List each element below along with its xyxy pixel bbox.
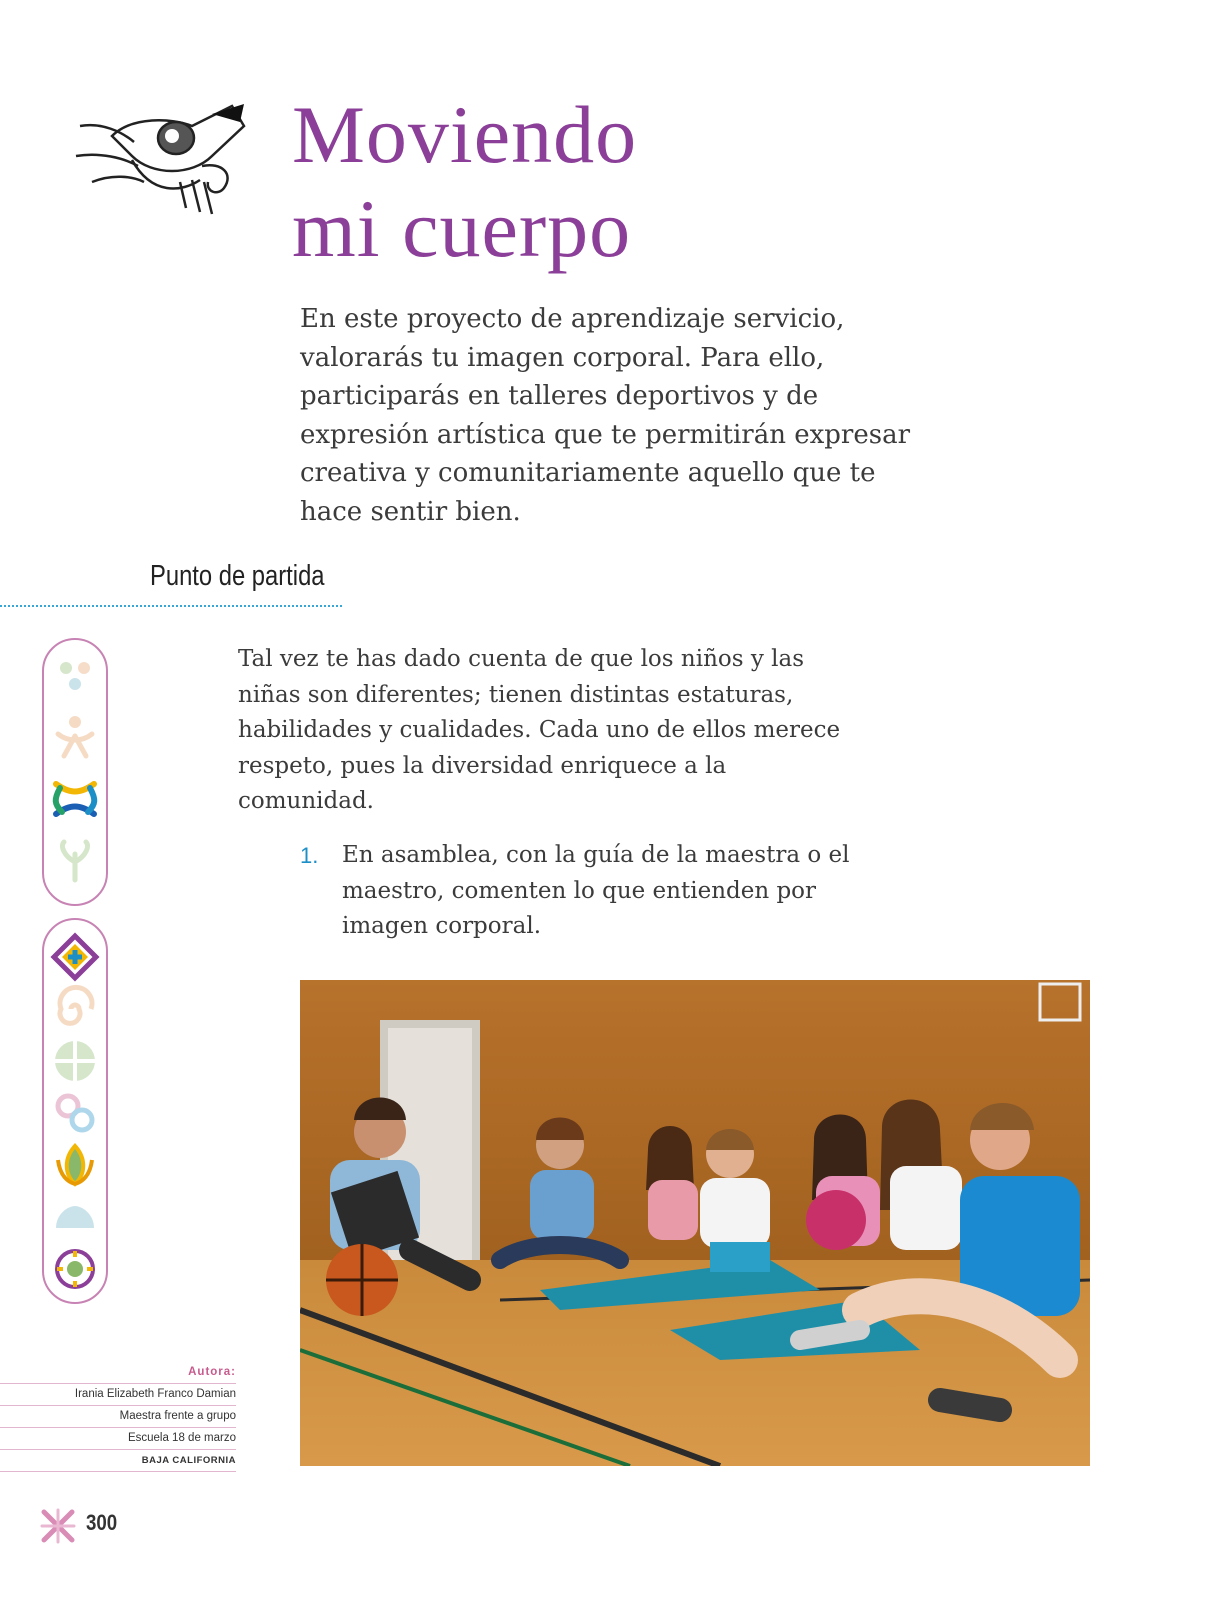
body-paragraph: Tal vez te has dado cuenta de que los niños y las niñas son diferentes; tienen distintas estaturas, habilidades y cualidades. Cada uno de ellos merece respeto, pues la diversidad enriquece a la comunidad. bbox=[238, 646, 841, 814]
leaf-dots-icon bbox=[50, 650, 100, 700]
activity-text: En asamblea, con la guía de la maestra o el maestro, comenten lo que entienden por imagen corporal. bbox=[342, 842, 850, 939]
activity-number: 1. bbox=[300, 843, 319, 868]
page-mark-icon bbox=[40, 1508, 76, 1544]
lotus-icon bbox=[50, 1140, 100, 1190]
codex-glyph-icon bbox=[72, 96, 250, 220]
page-number: 300 bbox=[86, 1510, 118, 1535]
section-heading: Punto de partida bbox=[150, 560, 325, 592]
spiral-icon bbox=[50, 984, 100, 1034]
diamond-knot-icon bbox=[50, 932, 100, 982]
title-line-2: mi cuerpo bbox=[292, 183, 632, 274]
title-line-1: Moviendo bbox=[292, 89, 638, 180]
credit-name: Irania Elizabeth Franco Damian bbox=[0, 1384, 236, 1406]
credit-school: Escuela 18 de marzo bbox=[0, 1428, 236, 1450]
gym-class-photo bbox=[300, 980, 1090, 1466]
activity-list bbox=[300, 838, 860, 945]
linked-figures-icon bbox=[50, 774, 100, 824]
dancing-figure-icon bbox=[50, 712, 100, 762]
quartered-circle-icon bbox=[50, 1036, 100, 1086]
cloud-mound-icon bbox=[50, 1192, 100, 1242]
author-credits bbox=[0, 1362, 236, 1472]
sun-burst-icon bbox=[50, 1244, 100, 1294]
page-title bbox=[292, 88, 637, 276]
credit-label: Autora: bbox=[0, 1362, 236, 1384]
activity-item bbox=[300, 838, 860, 945]
credit-role: Maestra frente a grupo bbox=[0, 1406, 236, 1428]
axis-icon-group-1 bbox=[42, 638, 108, 906]
section-divider bbox=[0, 605, 342, 607]
intro-paragraph: En este proyecto de aprendizaje servicio, valorarás tu imagen corporal. Para ello, participarás en talleres deportivos y de expresión artística que te permitirán expresar creativa y comunitariamente aquello que te hace sentir bien. bbox=[300, 304, 911, 527]
chain-link-icon bbox=[50, 1088, 100, 1138]
gym-class-illustration bbox=[300, 980, 1090, 1466]
plant-figure-icon bbox=[50, 836, 100, 886]
credit-state: BAJA CALIFORNIA bbox=[0, 1450, 236, 1472]
axis-icon-group-2 bbox=[42, 918, 108, 1304]
